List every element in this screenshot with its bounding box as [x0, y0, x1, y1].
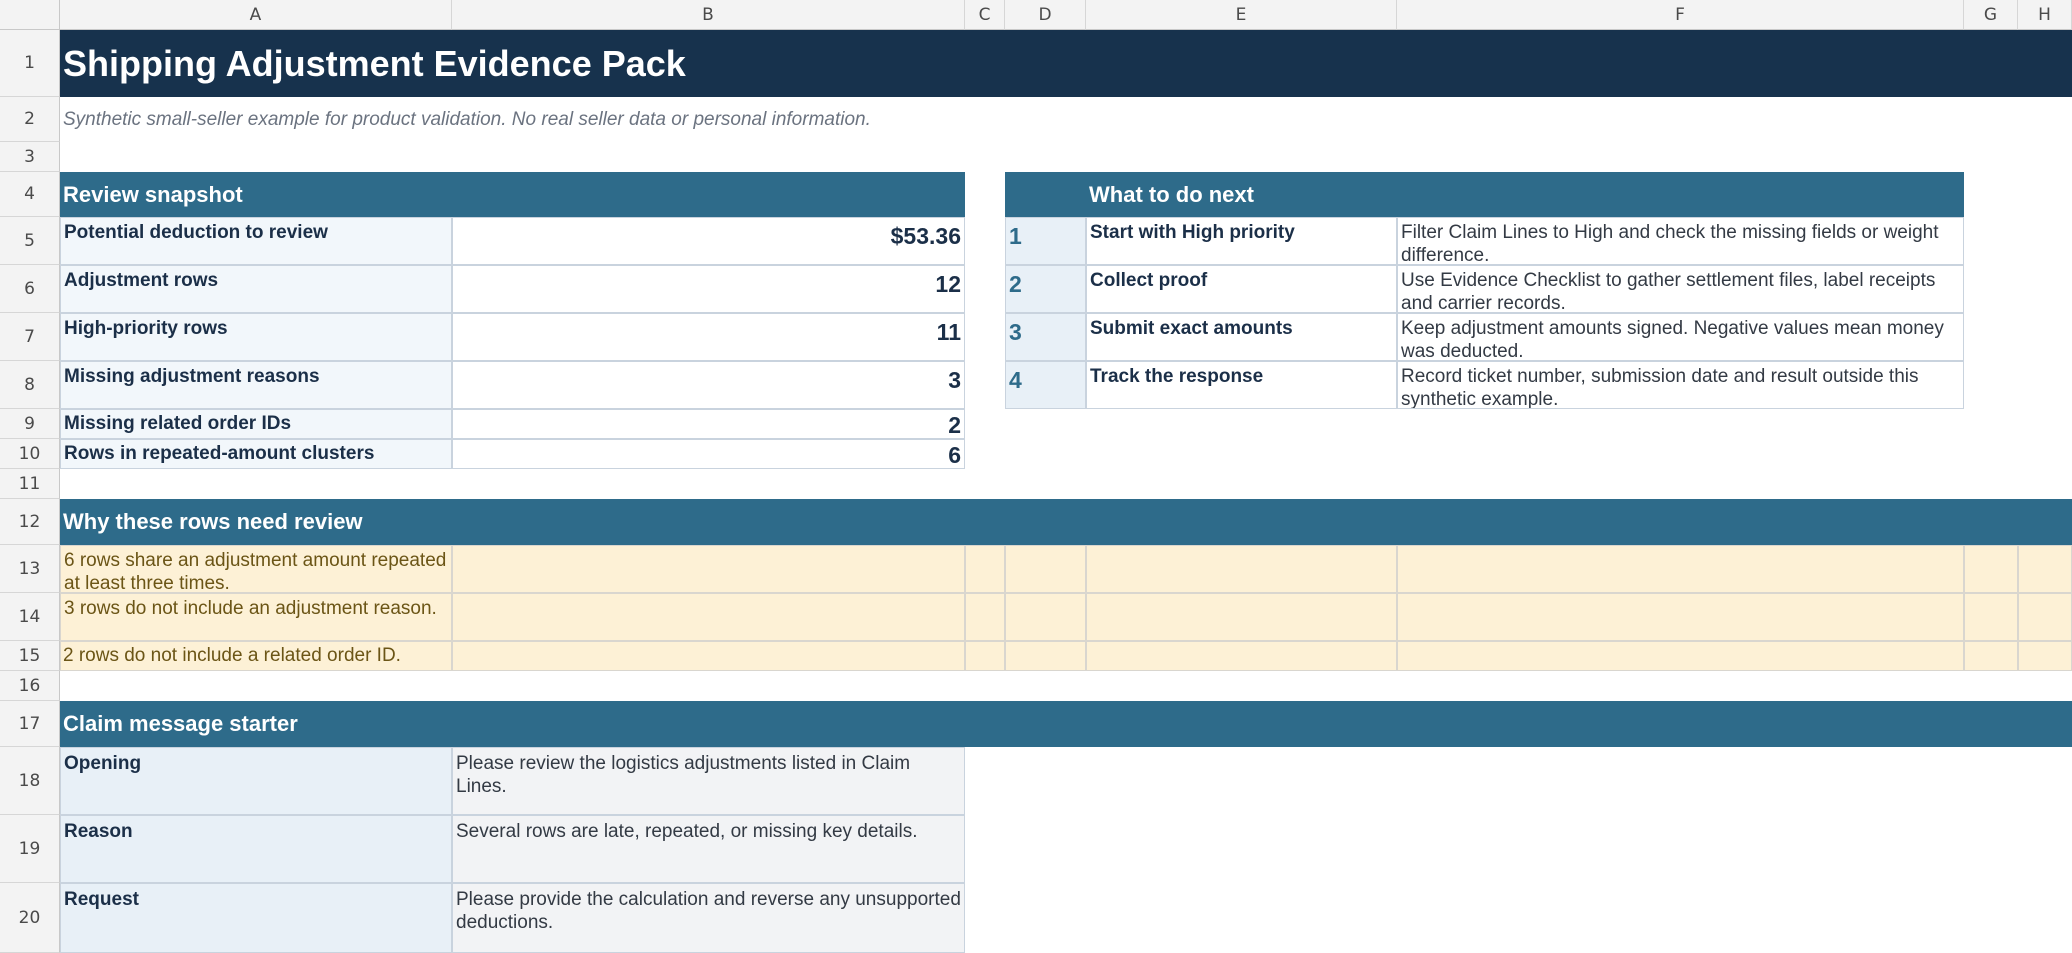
why-empty-cell[interactable] [452, 593, 965, 641]
claim-label[interactable]: Reason [60, 815, 452, 883]
snapshot-label[interactable]: Missing related order IDs [60, 409, 452, 439]
why-empty-cell[interactable] [2018, 641, 2072, 671]
row-header-13[interactable]: 13 [0, 545, 60, 593]
snapshot-label[interactable]: High-priority rows [60, 313, 452, 361]
step-title[interactable]: Track the response [1086, 361, 1397, 409]
snapshot-label[interactable]: Rows in repeated-amount clusters [60, 439, 452, 469]
row-header-17[interactable]: 17 [0, 701, 60, 747]
step-number[interactable]: 1 [1005, 217, 1086, 265]
claim-label[interactable]: Opening [60, 747, 452, 815]
snapshot-value[interactable]: 3 [452, 361, 965, 409]
step-description[interactable]: Filter Claim Lines to High and check the missing fields or weight difference. [1397, 217, 1964, 265]
next-steps-header[interactable]: What to do next [1086, 172, 1964, 217]
row-header-16[interactable]: 16 [0, 671, 60, 701]
step-number[interactable]: 3 [1005, 313, 1086, 361]
column-header-h[interactable]: H [2018, 0, 2072, 30]
row-header-9[interactable]: 9 [0, 409, 60, 439]
step-title[interactable]: Collect proof [1086, 265, 1397, 313]
why-item[interactable]: 3 rows do not include an adjustment reason. [60, 593, 452, 641]
column-header-g[interactable]: G [1964, 0, 2018, 30]
snapshot-value[interactable]: 12 [452, 265, 965, 313]
claim-message-header[interactable]: Claim message starter [60, 701, 2072, 747]
row-header-5[interactable]: 5 [0, 217, 60, 265]
snapshot-label[interactable]: Adjustment rows [60, 265, 452, 313]
step-description[interactable]: Record ticket number, submission date and result outside this synthetic example. [1397, 361, 1964, 409]
row-header-8[interactable]: 8 [0, 361, 60, 409]
why-empty-cell[interactable] [965, 545, 1005, 593]
why-empty-cell[interactable] [965, 593, 1005, 641]
why-empty-cell[interactable] [1397, 545, 1964, 593]
why-empty-cell[interactable] [452, 545, 965, 593]
why-item[interactable]: 6 rows share an adjustment amount repeated at least three times. [60, 545, 452, 593]
column-header-b[interactable]: B [452, 0, 965, 30]
row-header-1[interactable]: 1 [0, 30, 60, 97]
sheet-title[interactable]: Shipping Adjustment Evidence Pack [60, 30, 2072, 97]
row-header-18[interactable]: 18 [0, 747, 60, 815]
row-header-3[interactable]: 3 [0, 142, 60, 172]
snapshot-label[interactable]: Missing adjustment reasons [60, 361, 452, 409]
row-header-12[interactable]: 12 [0, 499, 60, 545]
claim-label[interactable]: Request [60, 883, 452, 953]
snapshot-value[interactable]: 2 [452, 409, 965, 439]
column-header-e[interactable]: E [1086, 0, 1397, 30]
next-steps-header-num-cell[interactable] [1005, 172, 1086, 217]
snapshot-label[interactable]: Potential deduction to review [60, 217, 452, 265]
claim-text[interactable]: Please review the logistics adjustments listed in Claim Lines. [452, 747, 965, 815]
step-description[interactable]: Keep adjustment amounts signed. Negative values mean money was deducted. [1397, 313, 1964, 361]
review-snapshot-header[interactable]: Review snapshot [60, 172, 965, 217]
why-empty-cell[interactable] [1086, 641, 1397, 671]
why-empty-cell[interactable] [1005, 641, 1086, 671]
row-header-2[interactable]: 2 [0, 97, 60, 142]
step-description[interactable]: Use Evidence Checklist to gather settlement files, label receipts and carrier records. [1397, 265, 1964, 313]
snapshot-value[interactable]: 11 [452, 313, 965, 361]
claim-text[interactable]: Several rows are late, repeated, or missing key details. [452, 815, 965, 883]
snapshot-value[interactable]: 6 [452, 439, 965, 469]
step-title[interactable]: Submit exact amounts [1086, 313, 1397, 361]
row-header-15[interactable]: 15 [0, 641, 60, 671]
column-header-d[interactable]: D [1005, 0, 1086, 30]
why-empty-cell[interactable] [2018, 593, 2072, 641]
column-header-c[interactable]: C [965, 0, 1005, 30]
sheet-subtitle[interactable]: Synthetic small-seller example for product validation. No real seller data or personal information. [63, 108, 871, 130]
row-header-11[interactable]: 11 [0, 469, 60, 499]
why-empty-cell[interactable] [1964, 593, 2018, 641]
why-empty-cell[interactable] [2018, 545, 2072, 593]
row-header-10[interactable]: 10 [0, 439, 60, 469]
why-empty-cell[interactable] [1005, 593, 1086, 641]
row-header-14[interactable]: 14 [0, 593, 60, 641]
why-review-header[interactable]: Why these rows need review [60, 499, 2072, 545]
why-empty-cell[interactable] [1086, 545, 1397, 593]
row-header-4[interactable]: 4 [0, 172, 60, 217]
step-title[interactable]: Start with High priority [1086, 217, 1397, 265]
claim-text[interactable]: Please provide the calculation and reverse any unsupported deductions. [452, 883, 965, 953]
why-empty-cell[interactable] [1964, 545, 2018, 593]
why-item[interactable]: 2 rows do not include a related order ID. [63, 645, 401, 666]
why-empty-cell[interactable] [452, 641, 965, 671]
snapshot-value[interactable]: $53.36 [452, 217, 965, 265]
why-empty-cell[interactable] [1005, 545, 1086, 593]
column-header-f[interactable]: F [1397, 0, 1964, 30]
why-empty-cell[interactable] [1086, 593, 1397, 641]
row-header-19[interactable]: 19 [0, 815, 60, 883]
why-empty-cell[interactable] [965, 641, 1005, 671]
row-header-20[interactable]: 20 [0, 883, 60, 953]
why-empty-cell[interactable] [1397, 593, 1964, 641]
why-empty-cell[interactable] [1397, 641, 1964, 671]
column-header-a[interactable]: A [60, 0, 452, 30]
select-all-corner[interactable] [0, 0, 60, 30]
row-header-6[interactable]: 6 [0, 265, 60, 313]
why-empty-cell[interactable] [1964, 641, 2018, 671]
step-number[interactable]: 2 [1005, 265, 1086, 313]
row-header-7[interactable]: 7 [0, 313, 60, 361]
step-number[interactable]: 4 [1005, 361, 1086, 409]
